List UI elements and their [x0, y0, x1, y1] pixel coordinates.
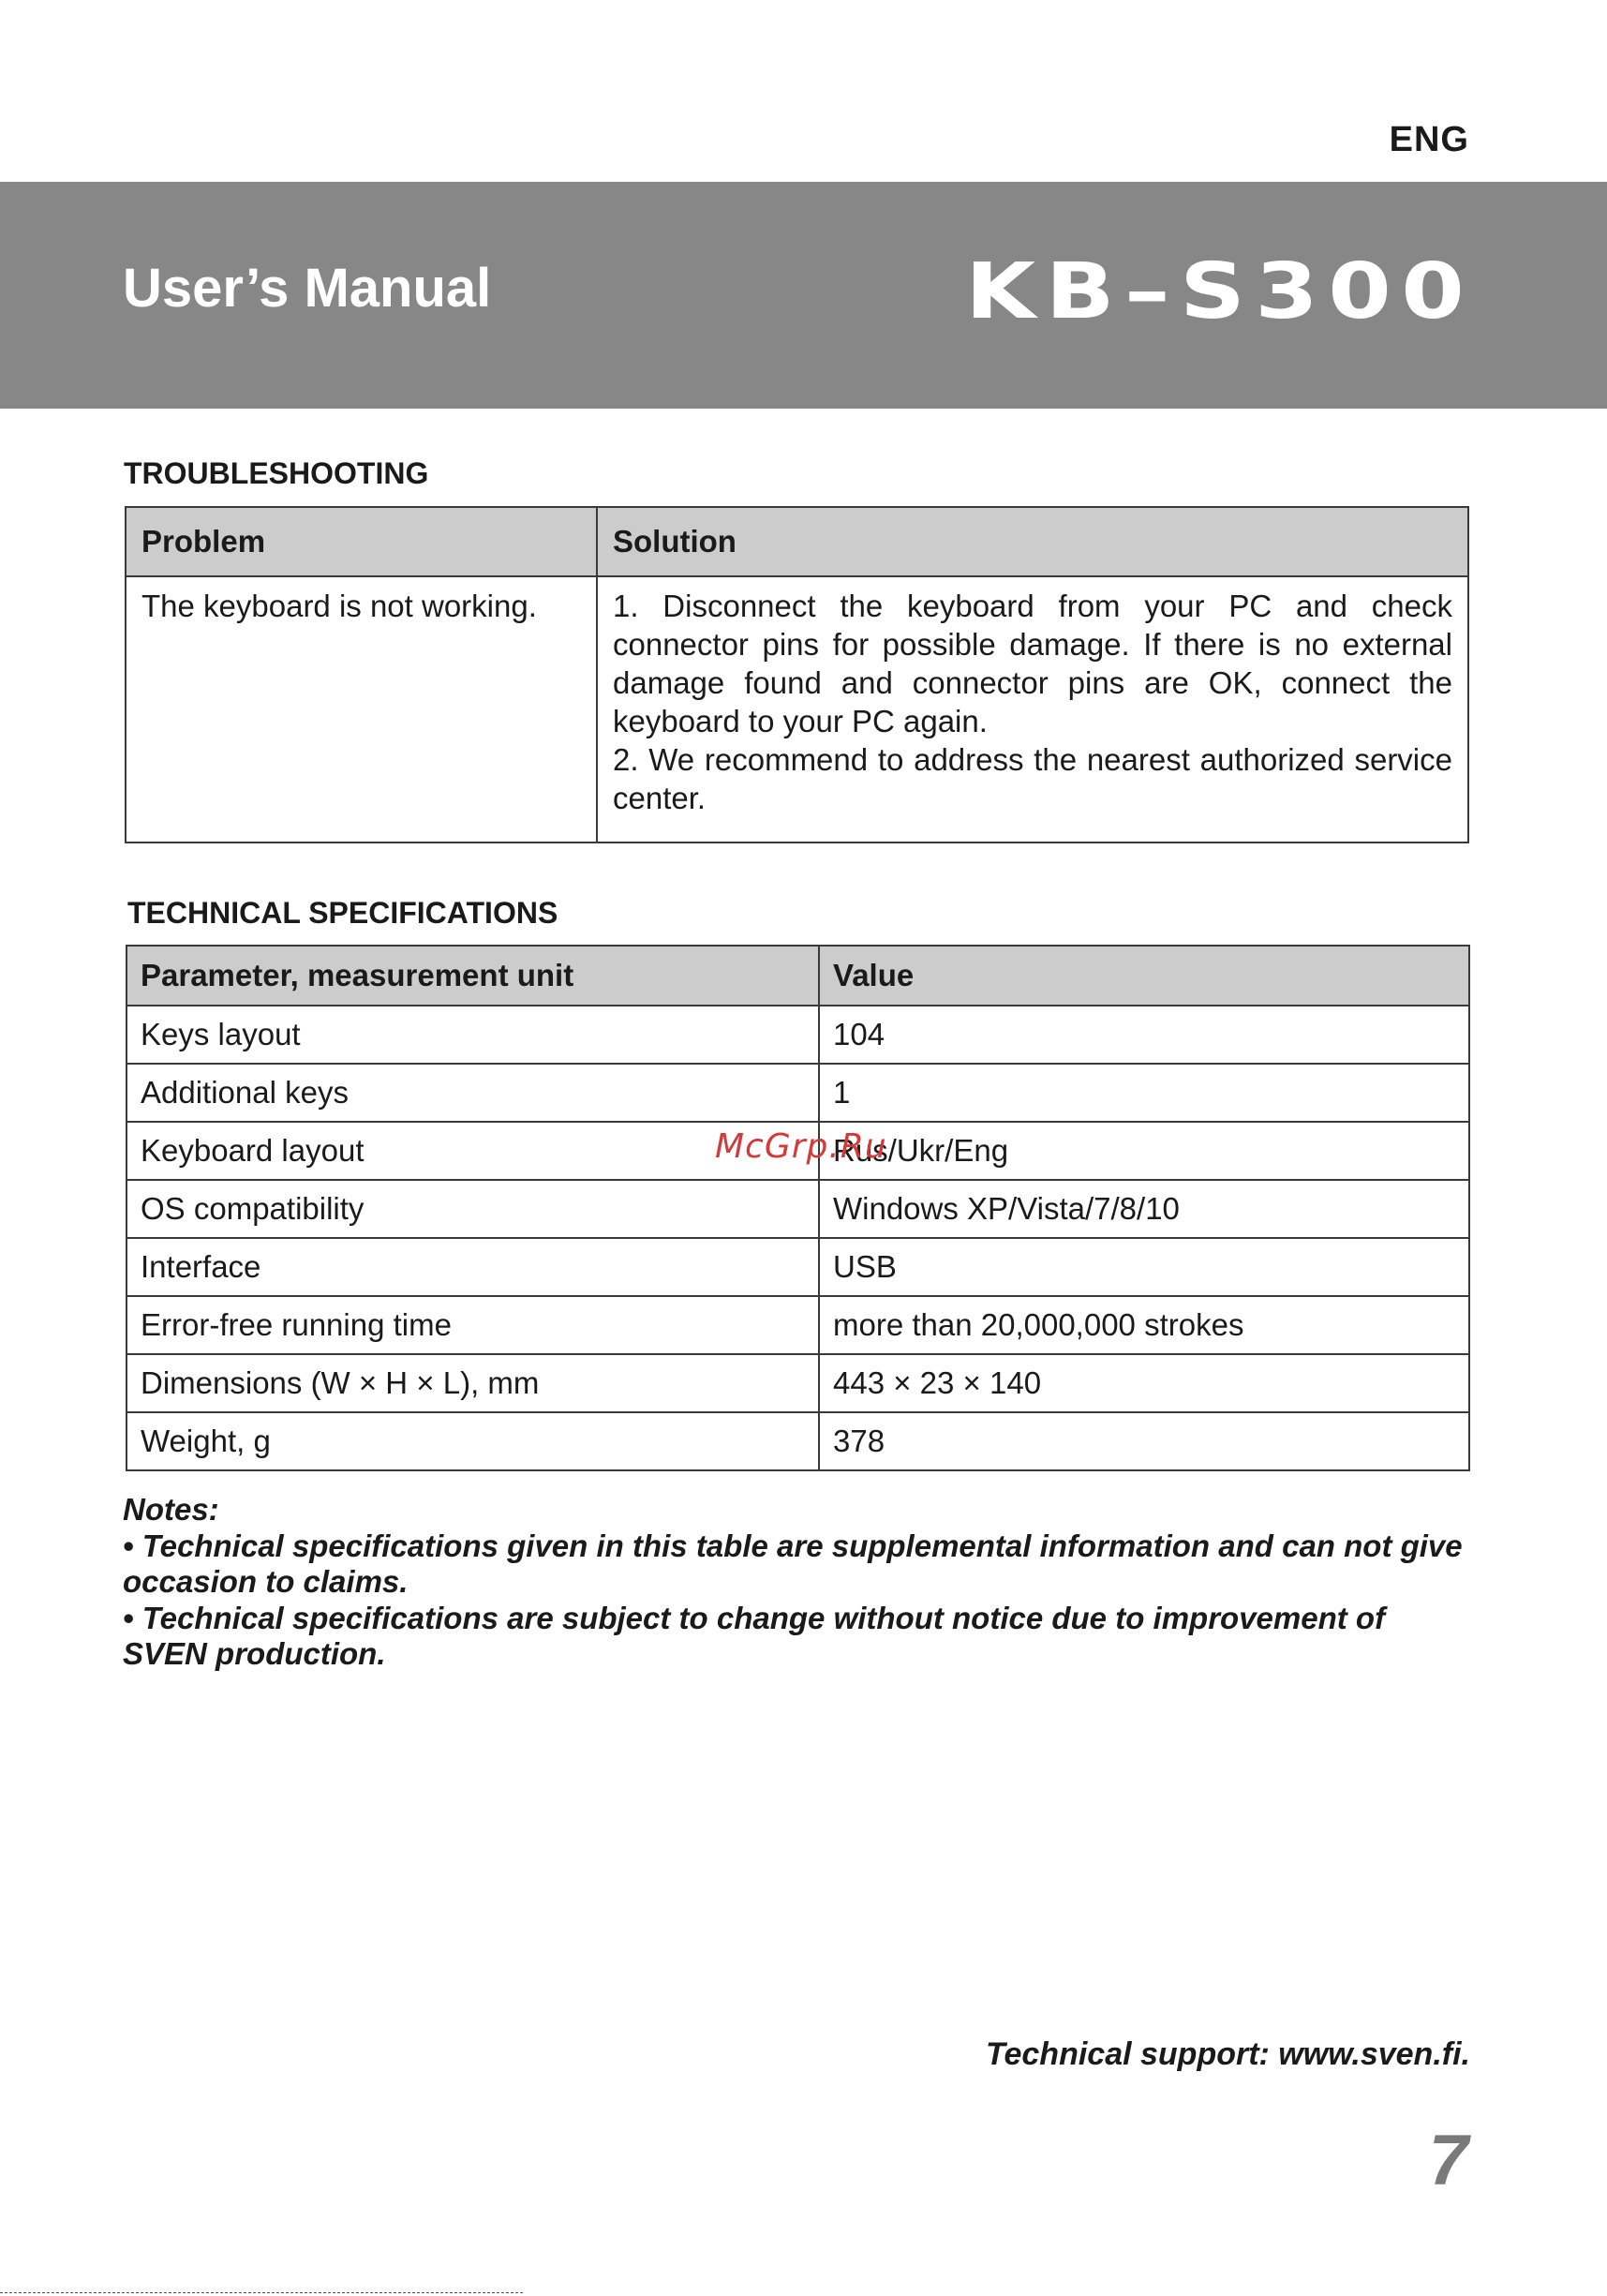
value-cell: USB	[819, 1238, 1469, 1296]
value-cell: 378	[819, 1412, 1469, 1470]
technical-support: Technical support: www.sven.fi.	[985, 2036, 1470, 2072]
watermark: McGrp.Ru	[715, 1127, 887, 1166]
param-cell: Weight, g	[126, 1412, 819, 1470]
column-header-solution: Solution	[597, 507, 1468, 576]
table-row	[126, 1180, 1469, 1238]
specifications-heading: TECHNICAL SPECIFICATIONS	[127, 896, 558, 930]
value-cell: 104	[819, 1006, 1469, 1064]
param-cell: Error-free running time	[126, 1296, 819, 1354]
param-cell: OS compatibility	[126, 1180, 819, 1238]
table-row	[126, 1006, 1469, 1064]
specifications-table	[126, 945, 1470, 1471]
table-row	[126, 576, 1468, 842]
troubleshooting-table	[125, 506, 1469, 843]
param-cell: Dimensions (W × H × L), mm	[126, 1354, 819, 1412]
value-cell: 443 × 23 × 140	[819, 1354, 1469, 1412]
table-row	[126, 1412, 1469, 1470]
table-row	[126, 1296, 1469, 1354]
solution-cell	[597, 576, 1468, 842]
param-cell: Keys layout	[126, 1006, 819, 1064]
note-item: • Technical specifications are subject to change without notice due to improvement of SVEN production.	[123, 1600, 1386, 1671]
table-row	[126, 1064, 1469, 1122]
language-label: ENG	[1389, 120, 1469, 159]
param-cell: Interface	[126, 1238, 819, 1296]
column-header-parameter: Parameter, measurement unit	[126, 946, 819, 1006]
solution-step-1: 1. Disconnect the keyboard from your PC and check connector pins for possible damage. If there is no external damage found and connector pins are OK, connect the keyboard to your PC again.	[613, 589, 1452, 738]
notes-title: Notes:	[123, 1492, 219, 1527]
table-row	[126, 1354, 1469, 1412]
column-header-problem: Problem	[126, 507, 597, 576]
value-cell: more than 20,000,000 strokes	[819, 1296, 1469, 1354]
value-cell: Rus/Ukr/Eng	[819, 1122, 1469, 1180]
model-name: KB–S300	[964, 247, 1474, 336]
param-cell: Additional keys	[126, 1064, 819, 1122]
table-row	[126, 1238, 1469, 1296]
footer-divider	[0, 2292, 523, 2293]
column-header-value: Value	[819, 946, 1469, 1006]
problem-cell: The keyboard is not working.	[126, 576, 597, 842]
table-header-row	[126, 946, 1469, 1006]
page-number: 7	[1428, 2121, 1468, 2200]
notes-block	[123, 1492, 1472, 1673]
troubleshooting-heading: TROUBLESHOOTING	[124, 456, 429, 490]
note-item: • Technical specifications given in this table are supplemental information and can not give occasion to claims.	[123, 1528, 1463, 1599]
value-cell: Windows XP/Vista/7/8/10	[819, 1180, 1469, 1238]
value-cell: 1	[819, 1064, 1469, 1122]
param-cell: Keyboard layout	[126, 1122, 819, 1180]
table-header-row	[126, 507, 1468, 576]
solution-step-2: 2. We recommend to address the nearest authorized service center.	[613, 742, 1452, 815]
manual-title: User’s Manual	[123, 258, 492, 319]
